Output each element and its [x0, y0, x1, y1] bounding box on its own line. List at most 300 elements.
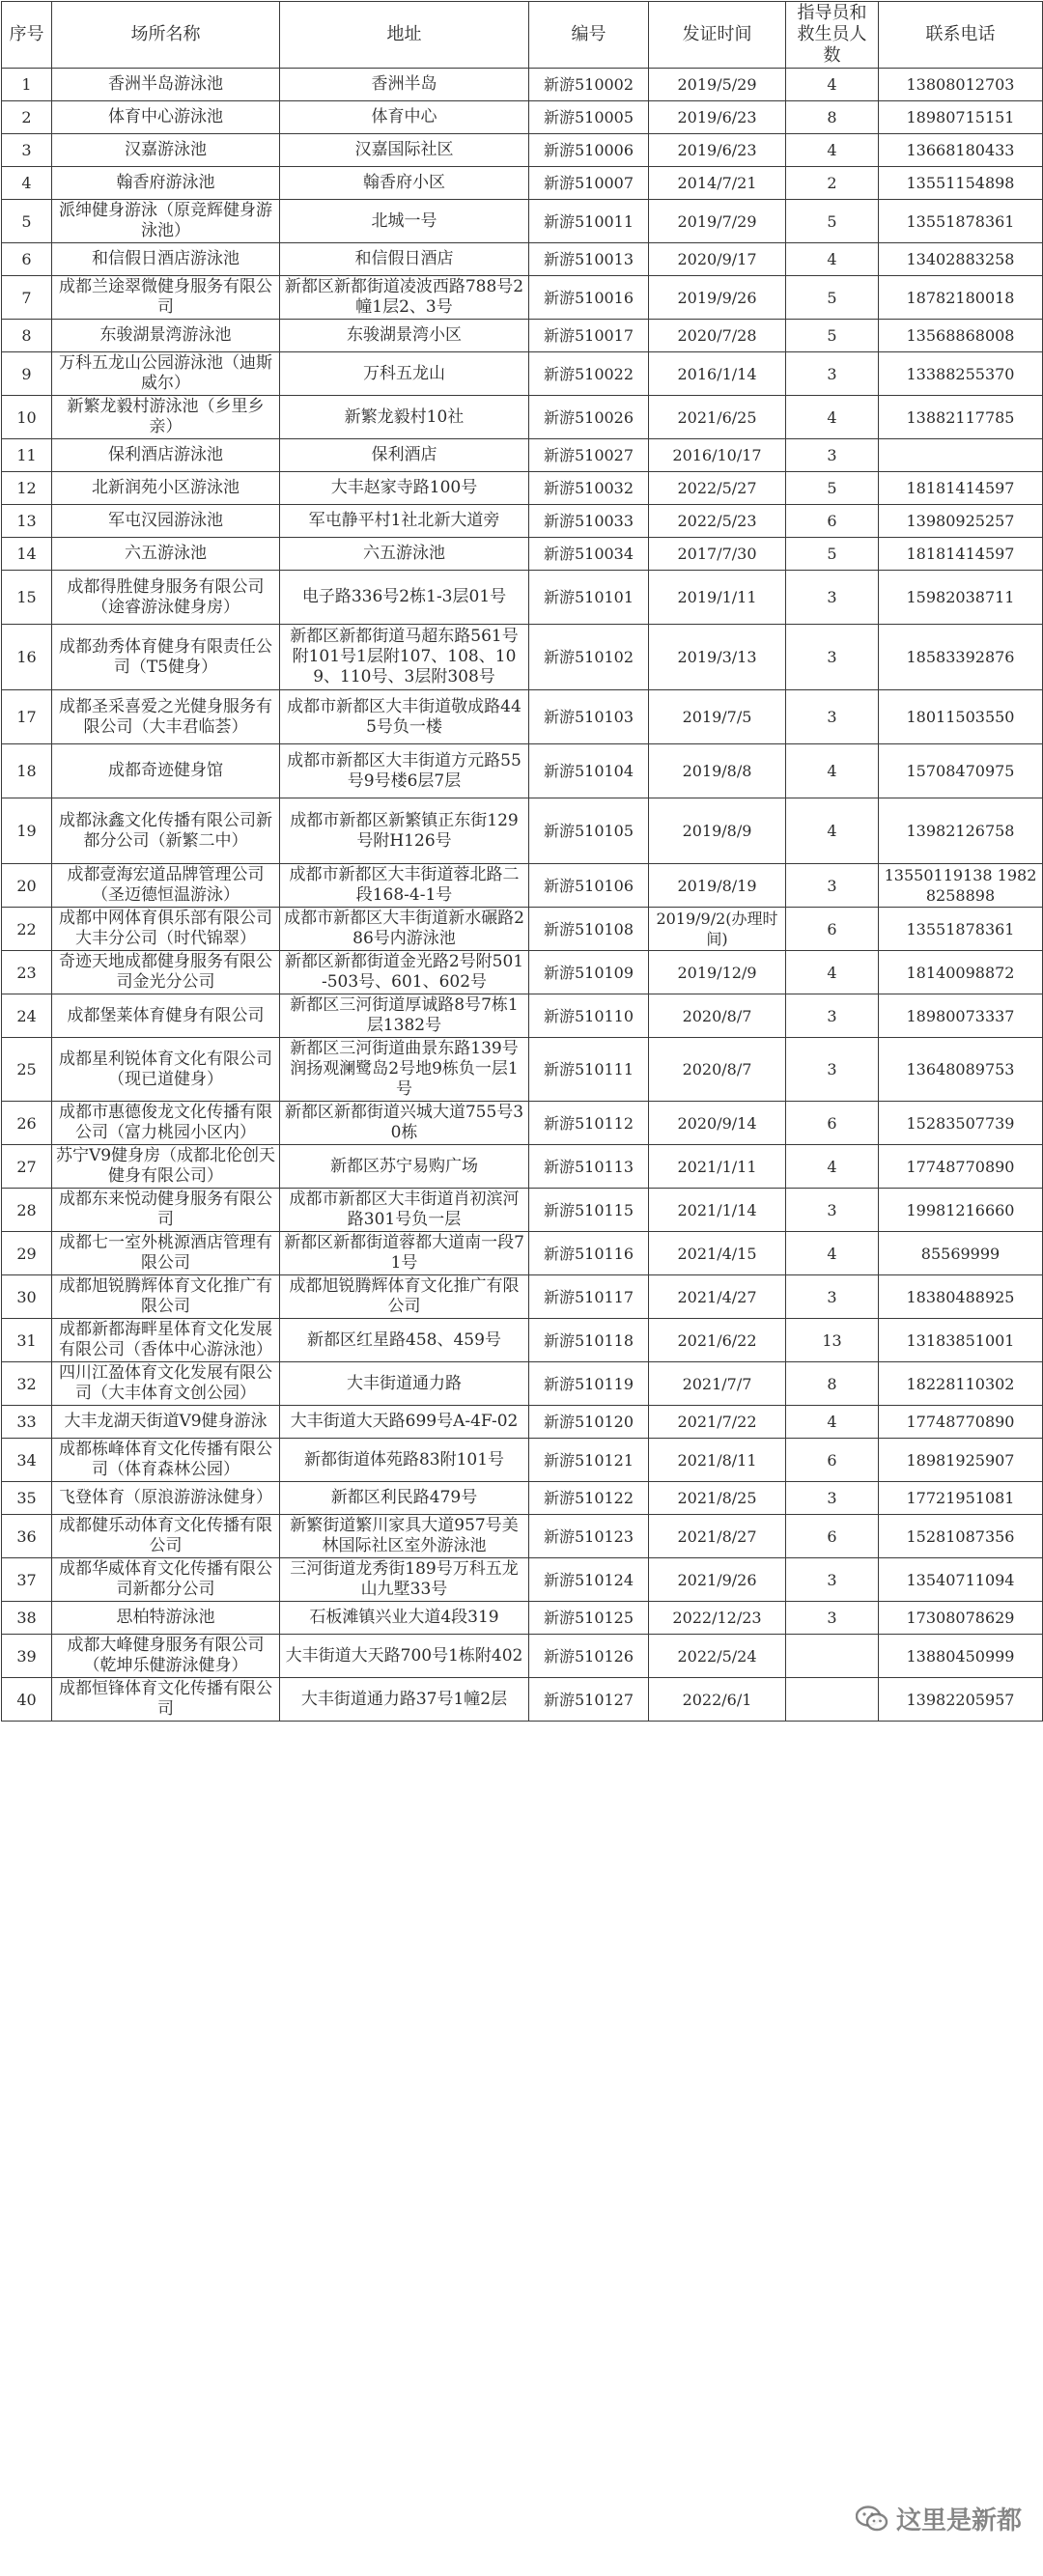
- cell-col-venue-name: 和信假日酒店游泳池: [52, 243, 280, 276]
- cell-col-index: 11: [2, 439, 52, 472]
- cell-col-index: 26: [2, 1102, 52, 1145]
- cell-col-issue-date: 2019/8/9: [649, 798, 786, 864]
- header-col-phone: 联系电话: [879, 2, 1043, 69]
- cell-col-license-no: 新游510011: [529, 200, 649, 243]
- cell-col-venue-name: 成都奇迹健身馆: [52, 744, 280, 798]
- table-row: [2, 439, 1043, 472]
- cell-col-address: 万科五龙山: [280, 352, 529, 396]
- cell-col-venue-name: 成都旭锐腾辉体育文化推广有限公司: [52, 1275, 280, 1319]
- cell-col-license-no: 新游510123: [529, 1515, 649, 1558]
- cell-col-address: 保利酒店: [280, 439, 529, 472]
- cell-col-staff-count: 2: [786, 167, 879, 200]
- cell-col-address: 体育中心: [280, 101, 529, 134]
- table-row: [2, 951, 1043, 994]
- cell-col-index: 37: [2, 1558, 52, 1602]
- cell-col-venue-name: 飞登体育（原浪游游泳健身）: [52, 1482, 280, 1515]
- table-row: [2, 134, 1043, 167]
- cell-col-index: 10: [2, 396, 52, 439]
- table-row: [2, 200, 1043, 243]
- cell-col-index: 8: [2, 320, 52, 352]
- table-row: [2, 1602, 1043, 1635]
- cell-col-address: 成都市新都区新繁镇正东街129号附H126号: [280, 798, 529, 864]
- cell-col-phone: [879, 439, 1043, 472]
- cell-col-staff-count: [786, 1678, 879, 1722]
- table-row: [2, 276, 1043, 320]
- cell-col-address: 六五游泳池: [280, 538, 529, 571]
- cell-col-issue-date: 2021/8/27: [649, 1515, 786, 1558]
- cell-col-issue-date: 2020/9/17: [649, 243, 786, 276]
- cell-col-staff-count: 5: [786, 538, 879, 571]
- cell-col-issue-date: 2022/5/23: [649, 505, 786, 538]
- cell-col-license-no: 新游510017: [529, 320, 649, 352]
- cell-col-license-no: 新游510034: [529, 538, 649, 571]
- cell-col-address: 新都区新都街道金光路2号附501-503号、601、602号: [280, 951, 529, 994]
- cell-col-issue-date: 2019/7/5: [649, 690, 786, 744]
- cell-col-license-no: 新游510116: [529, 1232, 649, 1275]
- cell-col-staff-count: 3: [786, 994, 879, 1038]
- cell-col-license-no: 新游510127: [529, 1678, 649, 1722]
- table-row: [2, 472, 1043, 505]
- cell-col-staff-count: 3: [786, 571, 879, 625]
- cell-col-license-no: 新游510106: [529, 864, 649, 908]
- cell-col-address: 翰香府小区: [280, 167, 529, 200]
- cell-col-phone: 13808012703: [879, 69, 1043, 101]
- cell-col-license-no: 新游510120: [529, 1406, 649, 1439]
- cell-col-issue-date: 2022/6/1: [649, 1678, 786, 1722]
- cell-col-phone: 18140098872: [879, 951, 1043, 994]
- cell-col-issue-date: 2021/6/22: [649, 1319, 786, 1362]
- cell-col-venue-name: 成都泳鑫文化传播有限公司新都分公司（新繁二中）: [52, 798, 280, 864]
- cell-col-index: 27: [2, 1145, 52, 1189]
- cell-col-issue-date: 2021/9/26: [649, 1558, 786, 1602]
- cell-col-phone: 17748770890: [879, 1145, 1043, 1189]
- cell-col-issue-date: 2021/7/7: [649, 1362, 786, 1406]
- cell-col-address: 香洲半岛: [280, 69, 529, 101]
- cell-col-issue-date: 2022/12/23: [649, 1602, 786, 1635]
- cell-col-license-no: 新游510026: [529, 396, 649, 439]
- cell-col-staff-count: 5: [786, 320, 879, 352]
- table-row: [2, 101, 1043, 134]
- cell-col-venue-name: 成都市惠德俊龙文化传播有限公司（富力桃园小区内）: [52, 1102, 280, 1145]
- table-body: [2, 69, 1043, 1722]
- table-row: [2, 69, 1043, 101]
- cell-col-index: 28: [2, 1189, 52, 1232]
- cell-col-phone: 17748770890: [879, 1406, 1043, 1439]
- cell-col-venue-name: 军屯汉园游泳池: [52, 505, 280, 538]
- cell-col-issue-date: 2019/9/26: [649, 276, 786, 320]
- table-row: [2, 994, 1043, 1038]
- cell-col-index: 14: [2, 538, 52, 571]
- cell-col-address: 三河街道龙秀街189号万科五龙山九墅33号: [280, 1558, 529, 1602]
- cell-col-venue-name: 体育中心游泳池: [52, 101, 280, 134]
- cell-col-staff-count: 6: [786, 1515, 879, 1558]
- cell-col-index: 30: [2, 1275, 52, 1319]
- cell-col-phone: 18782180018: [879, 276, 1043, 320]
- cell-col-phone: 18583392876: [879, 625, 1043, 690]
- cell-col-phone: 13551878361: [879, 908, 1043, 951]
- cell-col-issue-date: 2020/8/7: [649, 994, 786, 1038]
- table-row: [2, 1678, 1043, 1722]
- cell-col-issue-date: 2021/7/22: [649, 1406, 786, 1439]
- cell-col-license-no: 新游510102: [529, 625, 649, 690]
- table-row: [2, 352, 1043, 396]
- cell-col-phone: 18011503550: [879, 690, 1043, 744]
- cell-col-issue-date: 2022/5/27: [649, 472, 786, 505]
- cell-col-phone: 15281087356: [879, 1515, 1043, 1558]
- header-col-staff-count: 指导员和救生员人数: [786, 2, 879, 69]
- cell-col-venue-name: 苏宁V9健身房（成都北伦创天健身有限公司）: [52, 1145, 280, 1189]
- cell-col-license-no: 新游510122: [529, 1482, 649, 1515]
- cell-col-address: 成都旭锐腾辉体育文化推广有限公司: [280, 1275, 529, 1319]
- cell-col-issue-date: 2016/1/14: [649, 352, 786, 396]
- cell-col-staff-count: 4: [786, 744, 879, 798]
- cell-col-issue-date: 2019/9/2(办理时间): [649, 908, 786, 951]
- cell-col-venue-name: 成都兰途翠微健身服务有限公司: [52, 276, 280, 320]
- cell-col-venue-name: 汉嘉游泳池: [52, 134, 280, 167]
- cell-col-license-no: 新游510118: [529, 1319, 649, 1362]
- cell-col-phone: 13982126758: [879, 798, 1043, 864]
- cell-col-issue-date: 2019/8/19: [649, 864, 786, 908]
- cell-col-staff-count: 5: [786, 472, 879, 505]
- header-col-venue-name: 场所名称: [52, 2, 280, 69]
- cell-col-staff-count: 4: [786, 1406, 879, 1439]
- cell-col-index: 22: [2, 908, 52, 951]
- cell-col-address: 成都市新都区大丰街道蓉北路二段168-4-1号: [280, 864, 529, 908]
- cell-col-staff-count: 4: [786, 69, 879, 101]
- cell-col-address: 北城一号: [280, 200, 529, 243]
- cell-col-venue-name: 成都恒锋体育文化传播有限公司: [52, 1678, 280, 1722]
- table-row: [2, 505, 1043, 538]
- cell-col-staff-count: 3: [786, 1602, 879, 1635]
- cell-col-staff-count: 6: [786, 1439, 879, 1482]
- cell-col-index: 38: [2, 1602, 52, 1635]
- cell-col-venue-name: 成都得胜健身服务有限公司（途睿游泳健身房）: [52, 571, 280, 625]
- cell-col-address: 汉嘉国际社区: [280, 134, 529, 167]
- cell-col-license-no: 新游510113: [529, 1145, 649, 1189]
- cell-col-venue-name: 派绅健身游泳（原竞辉健身游泳池）: [52, 200, 280, 243]
- cell-col-phone: 18980073337: [879, 994, 1043, 1038]
- table-row: [2, 1275, 1043, 1319]
- cell-col-staff-count: 3: [786, 1275, 879, 1319]
- cell-col-phone: 13540711094: [879, 1558, 1043, 1602]
- cell-col-issue-date: 2019/8/8: [649, 744, 786, 798]
- cell-col-address: 东骏湖景湾小区: [280, 320, 529, 352]
- cell-col-venue-name: 成都大峰健身服务有限公司（乾坤乐健游泳健身）: [52, 1635, 280, 1678]
- table-row: [2, 320, 1043, 352]
- cell-col-staff-count: [786, 1635, 879, 1678]
- cell-col-index: 20: [2, 864, 52, 908]
- cell-col-license-no: 新游510110: [529, 994, 649, 1038]
- cell-col-address: 大丰街道通力路37号1幢2层: [280, 1678, 529, 1722]
- cell-col-license-no: 新游510112: [529, 1102, 649, 1145]
- cell-col-address: 新都区新都街道兴城大道755号30栋: [280, 1102, 529, 1145]
- cell-col-staff-count: 8: [786, 101, 879, 134]
- cell-col-staff-count: 4: [786, 1145, 879, 1189]
- cell-col-phone: 13648089753: [879, 1038, 1043, 1102]
- cell-col-license-no: 新游510027: [529, 439, 649, 472]
- cell-col-phone: 13550119138 19828258898: [879, 864, 1043, 908]
- header-col-license-no: 编号: [529, 2, 649, 69]
- table-row: [2, 243, 1043, 276]
- cell-col-phone: 13402883258: [879, 243, 1043, 276]
- cell-col-venue-name: 六五游泳池: [52, 538, 280, 571]
- cell-col-license-no: 新游510109: [529, 951, 649, 994]
- cell-col-staff-count: 4: [786, 134, 879, 167]
- cell-col-address: 电子路336号2栋1-3层01号: [280, 571, 529, 625]
- cell-col-staff-count: 3: [786, 439, 879, 472]
- cell-col-address: 新都区新都街道凌波西路788号2幢1层2、3号: [280, 276, 529, 320]
- license-table: [1, 1, 1043, 1722]
- cell-col-staff-count: 5: [786, 200, 879, 243]
- cell-col-staff-count: 6: [786, 505, 879, 538]
- cell-col-index: 7: [2, 276, 52, 320]
- cell-col-address: 新都区红星路458、459号: [280, 1319, 529, 1362]
- cell-col-phone: 13183851001: [879, 1319, 1043, 1362]
- cell-col-phone: 13882117785: [879, 396, 1043, 439]
- cell-col-address: 军屯静平村1社北新大道旁: [280, 505, 529, 538]
- cell-col-issue-date: 2019/1/11: [649, 571, 786, 625]
- cell-col-venue-name: 成都栋峰体育文化传播有限公司（体育森林公园）: [52, 1439, 280, 1482]
- cell-col-license-no: 新游510032: [529, 472, 649, 505]
- cell-col-index: 33: [2, 1406, 52, 1439]
- cell-col-license-no: 新游510117: [529, 1275, 649, 1319]
- cell-col-license-no: 新游510124: [529, 1558, 649, 1602]
- cell-col-address: 成都市新都区大丰街道肖初滨河路301号负一层: [280, 1189, 529, 1232]
- cell-col-address: 大丰街道通力路: [280, 1362, 529, 1406]
- cell-col-staff-count: 3: [786, 690, 879, 744]
- cell-col-venue-name: 大丰龙湖天街道V9健身游泳: [52, 1406, 280, 1439]
- cell-col-license-no: 新游510119: [529, 1362, 649, 1406]
- cell-col-staff-count: 4: [786, 396, 879, 439]
- table-row: [2, 625, 1043, 690]
- cell-col-issue-date: 2019/7/29: [649, 200, 786, 243]
- cell-col-venue-name: 香洲半岛游泳池: [52, 69, 280, 101]
- cell-col-index: 5: [2, 200, 52, 243]
- cell-col-issue-date: 2021/4/27: [649, 1275, 786, 1319]
- cell-col-address: 大丰街道大天路699号A-4F-02: [280, 1406, 529, 1439]
- cell-col-license-no: 新游510121: [529, 1439, 649, 1482]
- cell-col-index: 15: [2, 571, 52, 625]
- cell-col-staff-count: 4: [786, 1232, 879, 1275]
- cell-col-address: 新都区利民路479号: [280, 1482, 529, 1515]
- table-row: [2, 1038, 1043, 1102]
- cell-col-phone: 13668180433: [879, 134, 1043, 167]
- header-col-address: 地址: [280, 2, 529, 69]
- cell-col-index: 4: [2, 167, 52, 200]
- cell-col-venue-name: 成都星利锐体育文化有限公司（现已道健身）: [52, 1038, 280, 1102]
- cell-col-index: 16: [2, 625, 52, 690]
- cell-col-address: 大丰街道大天路700号1栋附402: [280, 1635, 529, 1678]
- cell-col-issue-date: 2019/5/29: [649, 69, 786, 101]
- cell-col-index: 18: [2, 744, 52, 798]
- cell-col-index: 25: [2, 1038, 52, 1102]
- cell-col-venue-name: 成都堡莱体育健身有限公司: [52, 994, 280, 1038]
- cell-col-staff-count: 6: [786, 908, 879, 951]
- cell-col-venue-name: 成都健乐动体育文化传播有限公司: [52, 1515, 280, 1558]
- cell-col-index: 39: [2, 1635, 52, 1678]
- cell-col-issue-date: 2016/10/17: [649, 439, 786, 472]
- cell-col-license-no: 新游510105: [529, 798, 649, 864]
- cell-col-license-no: 新游510126: [529, 1635, 649, 1678]
- table-row: [2, 1319, 1043, 1362]
- cell-col-venue-name: 新繁龙毅村游泳池（乡里乡亲）: [52, 396, 280, 439]
- table-row: [2, 1558, 1043, 1602]
- cell-col-license-no: 新游510013: [529, 243, 649, 276]
- cell-col-venue-name: 万科五龙山公园游泳池（迪斯威尔）: [52, 352, 280, 396]
- cell-col-address: 新繁街道繁川家具大道957号美林国际社区室外游泳池: [280, 1515, 529, 1558]
- header-col-index: 序号: [2, 2, 52, 69]
- table-row: [2, 864, 1043, 908]
- cell-col-staff-count: 3: [786, 1189, 879, 1232]
- cell-col-issue-date: 2021/1/14: [649, 1189, 786, 1232]
- wechat-icon: [856, 2506, 888, 2533]
- cell-col-staff-count: 5: [786, 276, 879, 320]
- cell-col-index: 9: [2, 352, 52, 396]
- cell-col-address: 新都区新都街道马超东路561号附101号1层附107、108、109、110号、3层附308号: [280, 625, 529, 690]
- cell-col-license-no: 新游510115: [529, 1189, 649, 1232]
- cell-col-address: 新繁龙毅村10社: [280, 396, 529, 439]
- cell-col-license-no: 新游510006: [529, 134, 649, 167]
- cell-col-index: 24: [2, 994, 52, 1038]
- cell-col-venue-name: 成都圣采喜爱之光健身服务有限公司（大丰君临荟）: [52, 690, 280, 744]
- table-row: [2, 396, 1043, 439]
- cell-col-staff-count: 8: [786, 1362, 879, 1406]
- cell-col-license-no: 新游510104: [529, 744, 649, 798]
- cell-col-phone: 13982205957: [879, 1678, 1043, 1722]
- cell-col-issue-date: 2021/6/25: [649, 396, 786, 439]
- cell-col-staff-count: 13: [786, 1319, 879, 1362]
- cell-col-venue-name: 成都七一室外桃源酒店管理有限公司: [52, 1232, 280, 1275]
- cell-col-phone: 18981925907: [879, 1439, 1043, 1482]
- cell-col-index: 35: [2, 1482, 52, 1515]
- cell-col-venue-name: 思柏特游泳池: [52, 1602, 280, 1635]
- cell-col-license-no: 新游510101: [529, 571, 649, 625]
- cell-col-address: 大丰赵家寺路100号: [280, 472, 529, 505]
- cell-col-address: 石板滩镇兴业大道4段319: [280, 1602, 529, 1635]
- cell-col-address: 成都市新都区大丰街道新水碾路286号内游泳池: [280, 908, 529, 951]
- cell-col-venue-name: 东骏湖景湾游泳池: [52, 320, 280, 352]
- cell-col-address: 成都市新都区大丰街道敬成路445号负一楼: [280, 690, 529, 744]
- cell-col-phone: 18980715151: [879, 101, 1043, 134]
- cell-col-phone: 13980925257: [879, 505, 1043, 538]
- cell-col-venue-name: 成都劲秀体育健身有限责任公司（T5健身）: [52, 625, 280, 690]
- cell-col-issue-date: 2019/3/13: [649, 625, 786, 690]
- cell-col-license-no: 新游510005: [529, 101, 649, 134]
- cell-col-license-no: 新游510022: [529, 352, 649, 396]
- cell-col-phone: 15283507739: [879, 1102, 1043, 1145]
- cell-col-issue-date: 2019/6/23: [649, 101, 786, 134]
- table-row: [2, 1515, 1043, 1558]
- cell-col-address: 新都区新都街道蓉都大道南一段71号: [280, 1232, 529, 1275]
- cell-col-address: 新都街道体苑路83附101号: [280, 1439, 529, 1482]
- table-row: [2, 798, 1043, 864]
- cell-col-index: 40: [2, 1678, 52, 1722]
- cell-col-index: 34: [2, 1439, 52, 1482]
- cell-col-phone: 18181414597: [879, 472, 1043, 505]
- cell-col-license-no: 新游510108: [529, 908, 649, 951]
- cell-col-license-no: 新游510103: [529, 690, 649, 744]
- cell-col-issue-date: 2022/5/24: [649, 1635, 786, 1678]
- cell-col-phone: 18181414597: [879, 538, 1043, 571]
- cell-col-phone: 17308078629: [879, 1602, 1043, 1635]
- cell-col-index: 31: [2, 1319, 52, 1362]
- cell-col-phone: 15982038711: [879, 571, 1043, 625]
- cell-col-issue-date: 2019/6/23: [649, 134, 786, 167]
- table-row: [2, 1635, 1043, 1678]
- cell-col-issue-date: 2020/8/7: [649, 1038, 786, 1102]
- cell-col-staff-count: 3: [786, 1038, 879, 1102]
- cell-col-staff-count: 3: [786, 1482, 879, 1515]
- cell-col-license-no: 新游510002: [529, 69, 649, 101]
- cell-col-staff-count: 4: [786, 798, 879, 864]
- table-row: [2, 1102, 1043, 1145]
- cell-col-staff-count: 3: [786, 864, 879, 908]
- cell-col-venue-name: 北新润苑小区游泳池: [52, 472, 280, 505]
- cell-col-index: 32: [2, 1362, 52, 1406]
- cell-col-license-no: 新游510016: [529, 276, 649, 320]
- cell-col-index: 6: [2, 243, 52, 276]
- cell-col-phone: 15708470975: [879, 744, 1043, 798]
- cell-col-phone: 13551154898: [879, 167, 1043, 200]
- cell-col-venue-name: 翰香府游泳池: [52, 167, 280, 200]
- cell-col-phone: 13388255370: [879, 352, 1043, 396]
- cell-col-license-no: 新游510033: [529, 505, 649, 538]
- cell-col-index: 13: [2, 505, 52, 538]
- cell-col-phone: 85569999: [879, 1232, 1043, 1275]
- cell-col-issue-date: 2021/8/25: [649, 1482, 786, 1515]
- table-row: [2, 1362, 1043, 1406]
- cell-col-index: 1: [2, 69, 52, 101]
- cell-col-venue-name: 成都壹海宏道品牌管理公司（圣迈德恒温游泳）: [52, 864, 280, 908]
- cell-col-venue-name: 成都华威体育文化传播有限公司新都分公司: [52, 1558, 280, 1602]
- watermark: [856, 2501, 1022, 2536]
- cell-col-index: 19: [2, 798, 52, 864]
- cell-col-issue-date: 2021/4/15: [649, 1232, 786, 1275]
- table-row: [2, 1232, 1043, 1275]
- cell-col-index: 17: [2, 690, 52, 744]
- cell-col-venue-name: 成都新都海畔星体育文化发展有限公司（香体中心游泳池）: [52, 1319, 280, 1362]
- cell-col-index: 12: [2, 472, 52, 505]
- cell-col-phone: 13880450999: [879, 1635, 1043, 1678]
- cell-col-venue-name: 保利酒店游泳池: [52, 439, 280, 472]
- cell-col-index: 2: [2, 101, 52, 134]
- table-row: [2, 1439, 1043, 1482]
- cell-col-staff-count: 4: [786, 243, 879, 276]
- table-row: [2, 1189, 1043, 1232]
- table-row: [2, 1482, 1043, 1515]
- table-row: [2, 1406, 1043, 1439]
- cell-col-phone: 13551878361: [879, 200, 1043, 243]
- cell-col-address: 成都市新都区大丰街道方元路55号9号楼6层7层: [280, 744, 529, 798]
- cell-col-issue-date: 2020/7/28: [649, 320, 786, 352]
- table-header-row: [2, 2, 1043, 69]
- cell-col-issue-date: 2017/7/30: [649, 538, 786, 571]
- table-row: [2, 538, 1043, 571]
- cell-col-index: 23: [2, 951, 52, 994]
- cell-col-phone: 13568868008: [879, 320, 1043, 352]
- watermark-text: 这里是新都: [895, 2506, 1022, 2535]
- cell-col-venue-name: 四川江盈体育文化发展有限公司（大丰体育文创公园）: [52, 1362, 280, 1406]
- cell-col-address: 新都区三河街道曲景东路139号润扬观澜鹭岛2号地9栋负一层1号: [280, 1038, 529, 1102]
- table-row: [2, 571, 1043, 625]
- cell-col-staff-count: 3: [786, 1558, 879, 1602]
- cell-col-staff-count: 3: [786, 352, 879, 396]
- table-row: [2, 690, 1043, 744]
- cell-col-phone: 18380488925: [879, 1275, 1043, 1319]
- cell-col-venue-name: 成都中网体育俱乐部有限公司大丰分公司（时代锦翠）: [52, 908, 280, 951]
- cell-col-license-no: 新游510125: [529, 1602, 649, 1635]
- cell-col-index: 3: [2, 134, 52, 167]
